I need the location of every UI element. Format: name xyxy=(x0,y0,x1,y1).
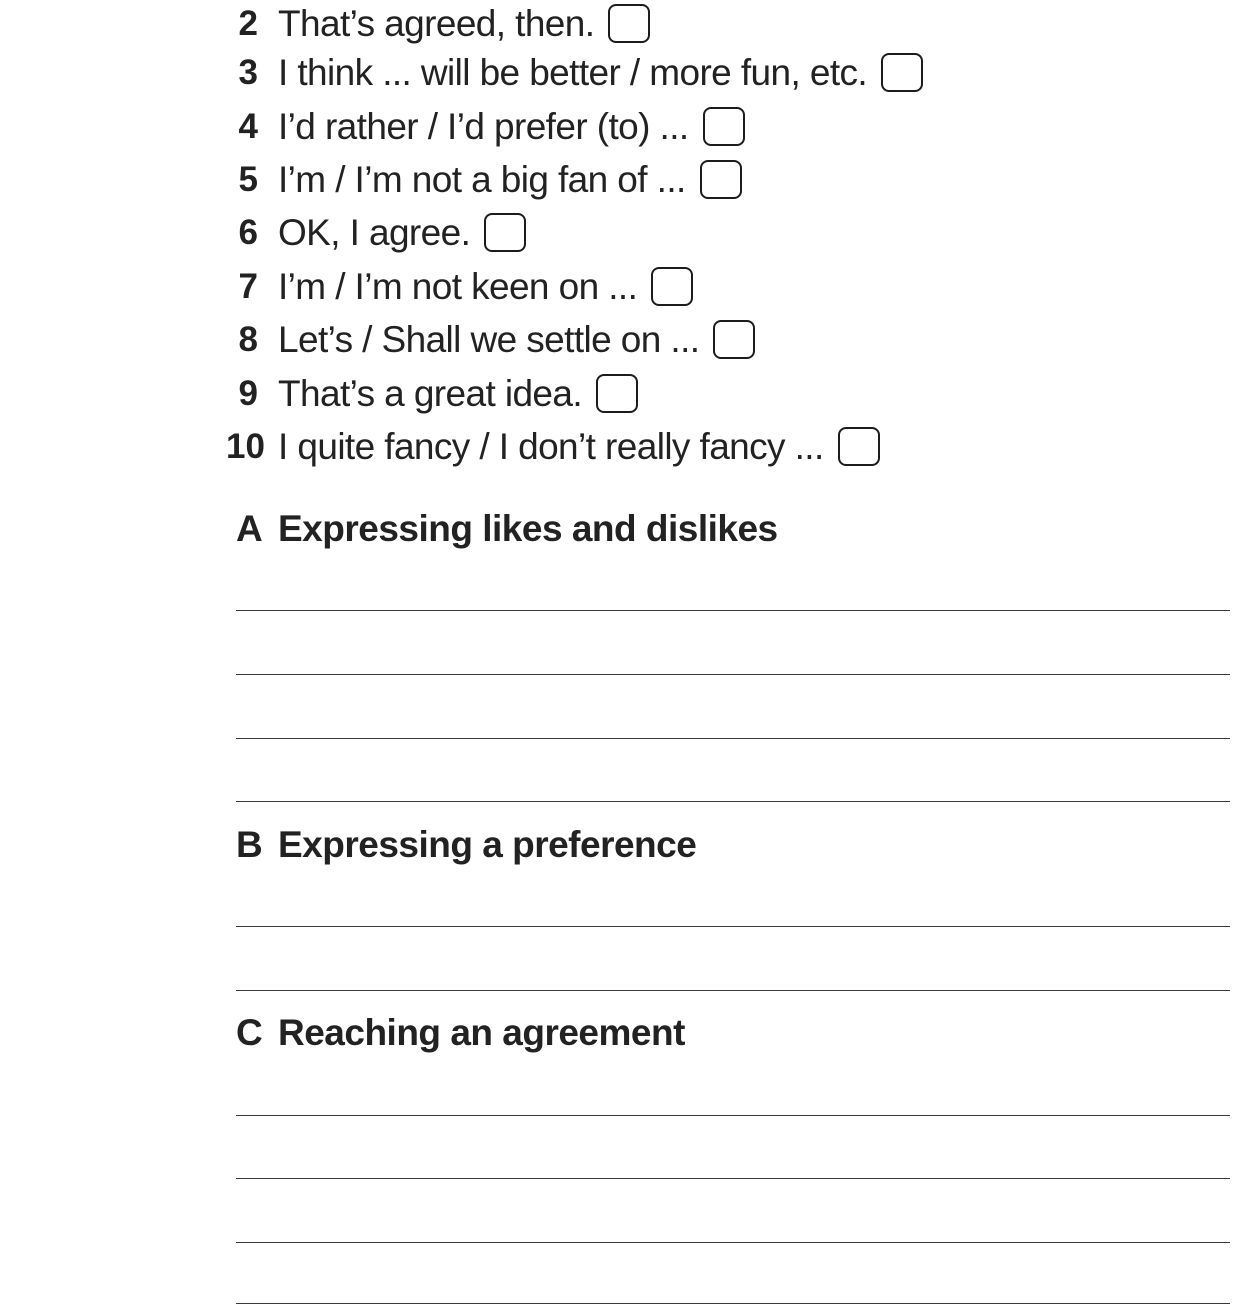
item-number: 2 xyxy=(238,3,258,43)
answer-checkbox[interactable] xyxy=(838,427,880,466)
phrase-item xyxy=(226,420,1226,473)
item-text: OK, I agree. xyxy=(278,212,471,254)
item-number: 6 xyxy=(238,213,258,253)
item-number: 4 xyxy=(238,106,258,146)
answer-checkbox[interactable] xyxy=(700,160,742,199)
item-text: I think ... will be better / more fun, etc. xyxy=(278,52,868,94)
section-c xyxy=(236,1012,1230,1054)
item-text: That’s agreed, then. xyxy=(278,2,595,44)
answer-checkbox[interactable] xyxy=(484,213,526,252)
phrase-item xyxy=(226,153,1226,206)
answer-line[interactable] xyxy=(236,674,1230,675)
answer-checkbox[interactable] xyxy=(881,53,923,92)
item-number: 9 xyxy=(238,373,258,413)
item-text: I’m / I’m not keen on ... xyxy=(278,265,638,307)
item-text: Let’s / Shall we settle on ... xyxy=(278,319,700,361)
answer-line[interactable] xyxy=(236,1303,1230,1304)
section-letter: C xyxy=(236,1012,263,1053)
section-title: Expressing likes and dislikes xyxy=(278,508,778,549)
phrase-item xyxy=(226,366,1226,419)
answer-checkbox[interactable] xyxy=(596,374,638,413)
answer-line[interactable] xyxy=(236,1242,1230,1243)
item-number: 7 xyxy=(238,266,258,306)
answer-checkbox[interactable] xyxy=(651,267,693,306)
answer-checkbox[interactable] xyxy=(608,4,650,43)
section-heading xyxy=(236,824,1230,866)
section-letter: A xyxy=(236,508,263,549)
phrase-item xyxy=(226,0,1226,46)
answer-checkbox[interactable] xyxy=(703,107,745,146)
section-b xyxy=(236,824,1230,866)
section-heading xyxy=(236,508,1230,550)
section-a xyxy=(236,508,1230,550)
answer-line[interactable] xyxy=(236,1178,1230,1179)
answer-line[interactable] xyxy=(236,1115,1230,1116)
item-number: 5 xyxy=(238,159,258,199)
answer-line[interactable] xyxy=(236,738,1230,739)
section-title: Reaching an agreement xyxy=(278,1012,685,1053)
answer-checkbox[interactable] xyxy=(713,320,755,359)
phrase-item xyxy=(226,99,1226,152)
item-text: That’s a great idea. xyxy=(278,372,583,414)
answer-line[interactable] xyxy=(236,990,1230,991)
item-text: I quite fancy / I don’t really fancy ... xyxy=(278,425,824,467)
item-text: I’m / I’m not a big fan of ... xyxy=(278,158,686,200)
answer-line[interactable] xyxy=(236,610,1230,611)
section-letter: B xyxy=(236,824,263,865)
item-text: I’d rather / I’d prefer (to) ... xyxy=(278,105,689,147)
item-number: 10 xyxy=(226,426,265,466)
item-number: 8 xyxy=(238,320,258,360)
phrase-item xyxy=(226,260,1226,313)
phrase-item xyxy=(226,46,1226,99)
phrase-list xyxy=(226,0,1226,473)
answer-line[interactable] xyxy=(236,801,1230,802)
answer-line[interactable] xyxy=(236,926,1230,927)
phrase-item xyxy=(226,206,1226,259)
phrase-item xyxy=(226,313,1226,366)
section-title: Expressing a preference xyxy=(278,824,697,865)
section-heading xyxy=(236,1012,1230,1054)
item-number: 3 xyxy=(238,53,258,93)
